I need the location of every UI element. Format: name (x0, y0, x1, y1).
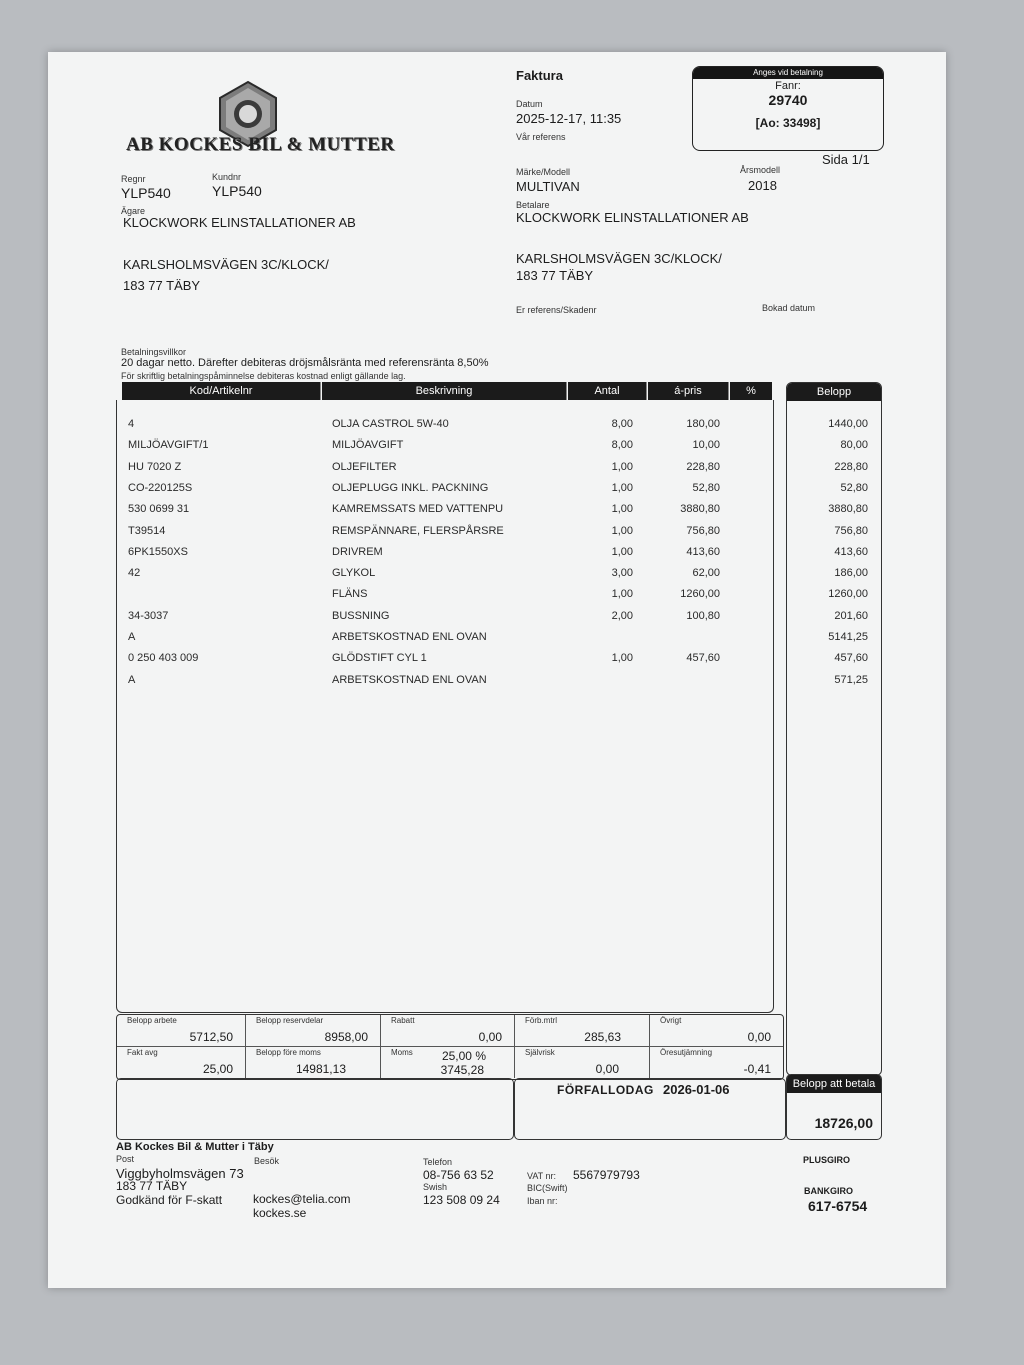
item-quantity: 2,00 (611, 609, 633, 622)
item-quantity: 1,00 (611, 460, 633, 473)
item-code: 42 (128, 567, 141, 580)
item-code: A (128, 631, 136, 643)
other-amount: 0,00 (747, 1030, 771, 1044)
fanr-value: 29740 (768, 92, 808, 108)
amount-to-pay: 18726,00 (814, 1115, 873, 1131)
item-unit-price: 228,80 (686, 460, 720, 473)
footer-swish: 123 508 09 24 (423, 1193, 500, 1207)
column-header-code: Kod/Artikelnr (122, 382, 321, 400)
payment-box-header: Anges vid betalning (693, 67, 883, 79)
item-quantity: 1,00 (611, 481, 633, 494)
model-label: Märke/Modell (516, 167, 571, 177)
column-header-description: Beskrivning (322, 382, 567, 400)
item-code: MILJÖAVGIFT/1 (128, 439, 209, 452)
item-unit-price: 180,00 (686, 418, 720, 430)
item-code: 530 0699 31 (128, 503, 190, 516)
footer-website: kockes.se (253, 1206, 307, 1220)
item-description: OLJA CASTROL 5W-40 (332, 418, 449, 430)
postal-address-label: Post (116, 1154, 135, 1164)
terms-line-2: För skriftlig betalningspåminnelse debiteras kostnad enligt gällande lag. (121, 371, 406, 381)
item-quantity: 1,00 (611, 652, 633, 665)
footer-phone: 08-756 63 52 (423, 1168, 494, 1182)
f-tax-approval: Godkänd för F-skatt (116, 1193, 223, 1207)
discount-label: Rabatt (391, 1016, 415, 1025)
item-code: HU 7020 Z (128, 460, 182, 473)
discount-amount: 0,00 (478, 1030, 502, 1044)
other-label: Övrigt (660, 1016, 682, 1025)
item-unit-price: 62,00 (692, 567, 720, 580)
vat-amount: 3745,28 (440, 1063, 484, 1077)
item-quantity: 8,00 (611, 439, 633, 452)
bankgiro-label: BANKGIRO (804, 1186, 853, 1196)
item-code: CO-220125S (128, 481, 193, 494)
item-quantity: 1,00 (611, 588, 633, 601)
item-unit-price: 10,00 (692, 439, 720, 452)
item-code: 4 (128, 418, 135, 430)
item-amount: 571,25 (834, 673, 868, 686)
item-code: A (128, 673, 136, 686)
payer-city: 183 77 TÄBY (516, 268, 594, 283)
pre-vat-label: Belopp före moms (256, 1048, 321, 1057)
item-description: MILJÖAVGIFT (332, 439, 404, 452)
item-description: ARBETSKOSTNAD ENL OVAN (332, 631, 487, 643)
item-amount: 1260,00 (828, 588, 868, 601)
consumables-cell (515, 1015, 650, 1046)
item-description: DRIVREM (332, 545, 383, 558)
booked-date-label: Bokad datum (762, 303, 816, 313)
invoice-fee-label: Fakt avg (127, 1048, 158, 1057)
discount-cell (381, 1015, 515, 1046)
ao-number: [Ao: 33498] (755, 116, 821, 130)
vat-cell (381, 1047, 515, 1078)
item-amount: 413,60 (834, 545, 868, 558)
fanr-label: Fanr: (775, 80, 801, 92)
item-amount: 756,80 (834, 524, 868, 537)
item-unit-price: 413,60 (686, 545, 720, 558)
work-amount-cell (117, 1015, 246, 1046)
visit-address-label: Besök (254, 1156, 280, 1166)
vat-number-label: VAT nr: (527, 1171, 557, 1181)
kundnr-value: YLP540 (212, 183, 262, 199)
deductible-cell (515, 1047, 650, 1078)
vat-label: Moms (391, 1048, 413, 1057)
item-description: KAMREMSSATS MED VATTENPU (332, 503, 504, 516)
parts-amount-label: Belopp reservdelar (256, 1016, 324, 1025)
rounding-cell (650, 1047, 783, 1078)
item-amount: 80,00 (840, 439, 868, 452)
date-label: Datum (516, 99, 543, 109)
totals-grid (116, 1014, 784, 1080)
pre-vat-amount: 14981,13 (295, 1062, 346, 1076)
item-quantity: 8,00 (611, 418, 633, 430)
item-code: 34-3037 (128, 609, 169, 622)
amount-to-pay-box (786, 1074, 882, 1140)
payer-name: KLOCKWORK ELINSTALLATIONER AB (516, 210, 749, 225)
invoice-date: 2025-12-17, 11:35 (516, 111, 622, 126)
bankgiro-number: 617-6754 (808, 1198, 868, 1214)
item-description: BUSSNING (332, 609, 390, 622)
owner-city: 183 77 TÄBY (123, 278, 201, 293)
footer-city: 183 77 TÄBY (116, 1179, 188, 1193)
item-unit-price: 457,60 (686, 652, 720, 665)
vat-number: 5567979793 (573, 1168, 640, 1182)
item-amount: 3880,80 (828, 503, 868, 516)
item-amount: 457,60 (834, 652, 868, 665)
item-quantity: 3,00 (611, 567, 633, 580)
item-unit-price: 756,80 (686, 524, 720, 537)
owner-street: KARLSHOLMSVÄGEN 3C/KLOCK/ (123, 257, 329, 272)
our-reference-label: Vår referens (516, 132, 566, 142)
column-header-quantity: Antal (568, 382, 647, 400)
item-amount: 186,00 (834, 567, 868, 580)
other-cell (650, 1015, 783, 1046)
parts-amount: 8958,00 (324, 1030, 368, 1044)
due-date: 2026-01-06 (663, 1082, 730, 1097)
item-unit-price: 52,80 (692, 481, 720, 494)
work-amount: 5712,50 (189, 1030, 233, 1044)
item-description: GLÖDSTIFT CYL 1 (332, 652, 427, 665)
year-value: 2018 (748, 178, 777, 193)
item-amount: 52,80 (840, 481, 868, 494)
item-unit-price: 1260,00 (680, 588, 720, 601)
footer-street: Viggbyholmsvägen 73 (116, 1166, 244, 1181)
company-logo-text: AB KOCKES BIL & MUTTER (126, 134, 395, 155)
work-amount-label: Belopp arbete (127, 1016, 177, 1025)
rounding-amount: -0,41 (743, 1062, 771, 1076)
regnr-label: Regnr (121, 174, 146, 184)
item-quantity: 1,00 (611, 545, 633, 558)
item-description: ARBETSKOSTNAD ENL OVAN (332, 673, 487, 686)
item-unit-price: 100,80 (686, 609, 720, 622)
your-reference-label: Er referens/Skadenr (516, 305, 597, 315)
swish-label: Swish (423, 1182, 448, 1192)
item-description: OLJEPLUGG INKL. PACKNING (332, 481, 489, 494)
consumables-amount: 285,63 (584, 1030, 621, 1044)
model-value: MULTIVAN (516, 179, 580, 194)
payer-street: KARLSHOLMSVÄGEN 3C/KLOCK/ (516, 251, 722, 266)
item-unit-price: 3880,80 (680, 503, 720, 516)
item-quantity: 1,00 (611, 503, 633, 516)
invoice-fee-cell (117, 1047, 246, 1078)
item-description: FLÄNS (332, 588, 368, 601)
item-description: OLJEFILTER (332, 460, 397, 473)
iban-label: Iban nr: (527, 1196, 558, 1206)
owner-label: Ägare (121, 206, 146, 216)
due-date-label: FÖRFALLODAG (557, 1083, 654, 1097)
owner-name: KLOCKWORK ELINSTALLATIONER AB (123, 215, 356, 230)
column-header-unit-price: á-pris (648, 382, 729, 400)
item-code: 6PK1550XS (128, 545, 188, 558)
payer-label: Betalare (516, 200, 550, 210)
terms-label: Betalningsvillkor (121, 347, 187, 357)
item-code: 0 250 403 009 (128, 652, 199, 665)
due-date-box (514, 1078, 786, 1140)
terms-line-1: 20 dagar netto. Därefter debiteras dröjsmålsränta med referensränta 8,50% (121, 357, 489, 369)
invoice-fee-amount: 25,00 (202, 1062, 233, 1076)
item-amount: 228,80 (834, 460, 868, 473)
item-code: T39514 (128, 524, 166, 537)
payment-reference-box (692, 66, 884, 151)
pre-vat-cell (246, 1047, 381, 1078)
column-header-percent: % (730, 382, 772, 400)
kundnr-label: Kundnr (212, 172, 242, 182)
phone-label: Telefon (423, 1157, 453, 1167)
item-amount: 201,60 (834, 609, 868, 622)
year-label: Årsmodell (740, 165, 781, 175)
bic-label: BIC(Swift) (527, 1183, 568, 1193)
item-amount: 5141,25 (828, 631, 868, 643)
deductible-label: Självrisk (525, 1048, 555, 1057)
vat-percent: 25,00 % (441, 1049, 486, 1063)
rounding-label: Öresutjämning (660, 1048, 713, 1057)
plusgiro-label: PLUSGIRO (803, 1155, 851, 1165)
invoice-title: Faktura (516, 68, 563, 83)
item-description: REMSPÄNNARE, FLERSPÅRSRE (332, 524, 504, 537)
invoice-paper (48, 52, 946, 1288)
item-quantity: 1,00 (611, 524, 633, 537)
footer-email: kockes@telia.com (253, 1192, 351, 1206)
column-header-amount: Belopp (787, 383, 881, 401)
page-indicator: Sida 1/1 (822, 152, 870, 167)
parts-amount-cell (246, 1015, 381, 1046)
note-box (116, 1078, 514, 1140)
item-amount: 1440,00 (828, 418, 868, 430)
item-description: GLYKOL (332, 567, 376, 580)
regnr-value: YLP540 (121, 185, 171, 201)
footer-company-name: AB Kockes Bil & Mutter i Täby (116, 1141, 274, 1153)
amount-to-pay-label: Belopp att betala (787, 1075, 881, 1093)
consumables-label: Förb.mtrl (525, 1016, 557, 1025)
deductible-amount: 0,00 (595, 1062, 619, 1076)
